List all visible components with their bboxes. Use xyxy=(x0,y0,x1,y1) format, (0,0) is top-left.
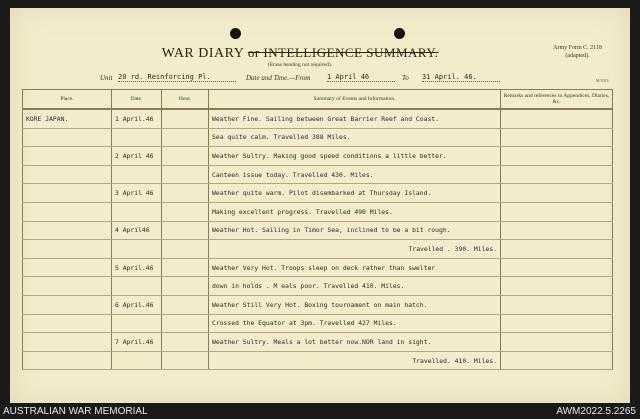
army-form-label xyxy=(535,44,620,60)
cell-summary: Weather Sultry. Making good speed conditions a little better. xyxy=(209,147,501,166)
table-row xyxy=(23,184,613,203)
cell-summary: Travelled . 390. Miles. xyxy=(209,240,501,259)
cell-remarks xyxy=(501,202,613,221)
cell-hour xyxy=(162,221,209,240)
from-date-value: 1 April 46 xyxy=(327,73,395,82)
table-row xyxy=(23,147,613,166)
army-form-adapted: (adapted). xyxy=(565,53,590,59)
cell-date xyxy=(112,165,162,184)
cell-date: 1 April.46 xyxy=(112,109,162,128)
unit-value: 20 rd. Reinforcing Pl. xyxy=(118,73,236,82)
erase-note: (Erase heading not required). xyxy=(267,62,333,68)
cell-remarks xyxy=(501,147,613,166)
cell-hour xyxy=(162,240,209,259)
cell-remarks xyxy=(501,221,613,240)
cell-hour xyxy=(162,258,209,277)
table-row xyxy=(23,221,613,240)
diary-table xyxy=(22,89,613,370)
punch-hole xyxy=(230,28,241,39)
cell-date xyxy=(112,351,162,370)
cell-date xyxy=(112,240,162,259)
cell-place xyxy=(23,333,112,352)
table-row xyxy=(23,165,613,184)
cell-date xyxy=(112,277,162,296)
cell-summary: Crossed the Equator at 3pm. Travelled 427 Miles. xyxy=(209,314,501,333)
cell-hour xyxy=(162,165,209,184)
table-row xyxy=(23,240,613,259)
cell-hour xyxy=(162,351,209,370)
table-row xyxy=(23,202,613,221)
table-row xyxy=(23,128,613,147)
cell-summary: Canteen issue today. Travelled 430. Miles. xyxy=(209,165,501,184)
table-row xyxy=(23,333,613,352)
cell-summary: Making excellent progress. Travelled 490 Miles. xyxy=(209,202,501,221)
form-title xyxy=(150,45,450,62)
form-code: M 5013 xyxy=(596,78,609,83)
table-row xyxy=(23,314,613,333)
unit-label: Unit xyxy=(100,74,113,82)
cell-hour xyxy=(162,109,209,128)
cell-hour xyxy=(162,295,209,314)
table-row xyxy=(23,295,613,314)
table-row xyxy=(23,258,613,277)
cell-place xyxy=(23,147,112,166)
table-row xyxy=(23,109,613,128)
title-main: WAR DIARY xyxy=(161,46,244,61)
cell-remarks xyxy=(501,333,613,352)
cell-hour xyxy=(162,184,209,203)
cell-remarks xyxy=(501,165,613,184)
unit-line xyxy=(100,74,600,86)
table-header-row xyxy=(23,90,613,110)
col-date: Date. xyxy=(112,90,162,110)
cell-hour xyxy=(162,202,209,221)
title-struck-out: or INTELLIGENCE SUMMARY. xyxy=(247,45,439,60)
cell-summary: Weather quite warm. Pilot disembarked at Thursday Island. xyxy=(209,184,501,203)
cell-place xyxy=(23,184,112,203)
footer-credit: AUSTRALIAN WAR MEMORIAL xyxy=(3,406,148,417)
army-form-number: Army Form C. 2118 xyxy=(553,45,602,51)
cell-date xyxy=(112,202,162,221)
cell-remarks xyxy=(501,295,613,314)
cell-summary: Weather Sultry. Meals a lot better now.NOR land in sight. xyxy=(209,333,501,352)
cell-remarks xyxy=(501,240,613,259)
cell-date: 3 April 46 xyxy=(112,184,162,203)
cell-remarks xyxy=(501,258,613,277)
cell-summary: Weather Hot. Sailing in Timor Sea, inclined to be a bit rough. xyxy=(209,221,501,240)
cell-place: KORE JAPAN. xyxy=(23,109,112,128)
to-date-value: 31 April. 46. xyxy=(422,73,500,82)
cell-remarks xyxy=(501,109,613,128)
cell-place xyxy=(23,202,112,221)
col-remarks: Remarks and references to Appendices, Diaries, &c. xyxy=(501,90,613,110)
cell-remarks xyxy=(501,128,613,147)
table-row xyxy=(23,277,613,296)
cell-date: 4 April46 xyxy=(112,221,162,240)
cell-summary: Weather Still Very Hot. Boxing tournament on main hatch. xyxy=(209,295,501,314)
cell-place xyxy=(23,221,112,240)
diary-body xyxy=(23,109,613,370)
cell-place xyxy=(23,351,112,370)
date-time-label: Date and Time.—From xyxy=(246,74,311,82)
to-label: To xyxy=(402,74,409,82)
cell-hour xyxy=(162,333,209,352)
cell-summary: down in holds . M eals poor. Travelled 410. Miles. xyxy=(209,277,501,296)
cell-hour xyxy=(162,128,209,147)
cell-remarks xyxy=(501,351,613,370)
cell-remarks xyxy=(501,184,613,203)
cell-remarks xyxy=(501,277,613,296)
cell-place xyxy=(23,258,112,277)
cell-place xyxy=(23,295,112,314)
cell-summary: Sea quite calm. Travelled 388 Miles. xyxy=(209,128,501,147)
cell-remarks xyxy=(501,314,613,333)
footer-accession-number: AWM2022.5.2265 xyxy=(556,406,636,417)
cell-summary: Weather Fine. Sailing between Great Barrier Reef and Coast. xyxy=(209,109,501,128)
cell-place xyxy=(23,240,112,259)
cell-place xyxy=(23,128,112,147)
cell-date: 5 April.46 xyxy=(112,258,162,277)
cell-date xyxy=(112,314,162,333)
cell-date: 6 April.46 xyxy=(112,295,162,314)
cell-place xyxy=(23,165,112,184)
col-place: Place. xyxy=(23,90,112,110)
cell-summary: Weather Very Hot. Troops sleep on deck rather than swelter xyxy=(209,258,501,277)
punch-hole xyxy=(394,28,405,39)
cell-hour xyxy=(162,277,209,296)
cell-place xyxy=(23,314,112,333)
col-summary: Summary of Events and Information. xyxy=(209,90,501,110)
cell-place xyxy=(23,277,112,296)
cell-summary: Travelled. 410. Miles. xyxy=(209,351,501,370)
table-row xyxy=(23,351,613,370)
cell-hour xyxy=(162,314,209,333)
col-hour: Hour. xyxy=(162,90,209,110)
cell-date: 7 April.46 xyxy=(112,333,162,352)
cell-date xyxy=(112,128,162,147)
cell-date: 2 April 46 xyxy=(112,147,162,166)
cell-hour xyxy=(162,147,209,166)
